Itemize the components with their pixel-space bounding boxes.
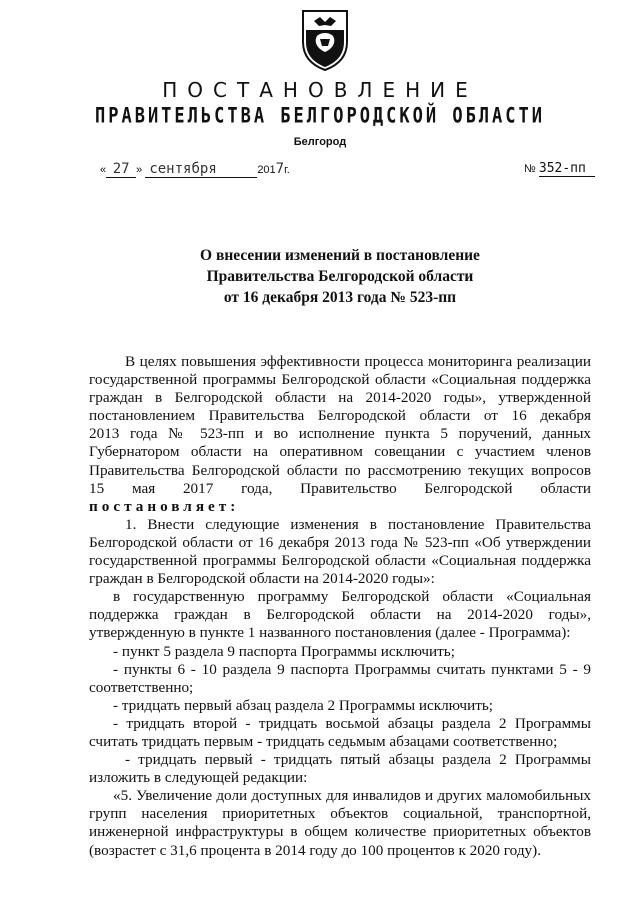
issuing-authority: ПРАВИТЕЛЬСТВА БЕЛГОРОДСКОЙ ОБЛАСТИ: [95, 103, 545, 129]
body-line: в государственную программу Белгородской области «Социальная: [113, 588, 591, 606]
document-body: [89, 353, 591, 860]
document-type-heading: ПОСТАНОВЛЕНИЕ: [162, 78, 478, 102]
quoted-line: (возрастет с 31,6 процента в 2014 году до 100 процентов к 2020 году).: [89, 841, 541, 859]
quoted-line: групп населения приоритетных объектов социальной, транспортной,: [89, 805, 591, 823]
list-item: - тридцать первый - тридцать пятый абзацы раздела 2 Программы: [125, 751, 591, 769]
body-line: 1. Внести следующие изменения в постановление Правительства: [125, 515, 591, 533]
title-line: О внесении изменений в постановление: [200, 247, 480, 264]
body-line: Правительства Белгородской области по рассмотрению текущих вопросов: [89, 461, 591, 479]
body-line: Губернатором области на оперативном совещании с участием членов: [89, 443, 591, 461]
document-number: [524, 161, 595, 177]
date-close-quote: »: [136, 164, 143, 176]
number-label: №: [524, 163, 536, 175]
body-line: считать тридцать первым - тридцать седьмым абзацами соответственно;: [89, 732, 558, 750]
date-year-digit: 7: [275, 161, 285, 177]
body-line: государственной программы Белгородской области «Социальная поддержка: [89, 371, 591, 389]
quoted-line: «5. Увеличение доли доступных для инвалидов и других маломобильных: [113, 787, 591, 805]
date-day: 27: [112, 161, 130, 177]
number-value: 352-пп: [538, 161, 586, 176]
list-item: - тридцать второй - тридцать восьмой абзацы раздела 2 Программы: [113, 714, 591, 732]
body-line: изложить в следующей редакции:: [89, 769, 308, 787]
body-line: постановлением Правительства Белгородской области от 16 декабря: [89, 407, 591, 425]
list-item: - тридцать первый абзац раздела 2 Программы исключить;: [113, 696, 493, 714]
body-line: поддержка граждан в Белгородской области на 2014-2020 годы»,: [89, 606, 591, 624]
date-year-suffix: г.: [284, 164, 290, 176]
body-line: 2013 года № 523-пп и во исполнение пункта 5 поручений, данных: [89, 425, 591, 443]
body-line: соответственно;: [89, 678, 194, 696]
date-year-prefix: 201: [257, 164, 276, 176]
title-line: от 16 декабря 2013 года № 523-пп: [223, 289, 457, 306]
document-title: [150, 245, 530, 308]
body-line: граждан в Белгородской области на 2014-2020 годы»:: [89, 570, 435, 588]
list-item: - пункт 5 раздела 9 паспорта Программы исключить;: [113, 642, 455, 660]
quoted-line: инженерной инфраструктуры в общем количестве приоритетных объектов: [89, 823, 591, 841]
date-month: сентября: [149, 161, 217, 177]
date-open-quote: «: [100, 164, 107, 176]
body-line: утвержденную в пункте 1 названного постановления (далее - Программа):: [89, 624, 571, 642]
body-line: граждан в Белгородской области на 2014-2020 годы», утвержденной: [89, 389, 591, 407]
coat-of-arms-icon: [300, 8, 350, 72]
body-line: В целях повышения эффективности процесса мониторинга реализации: [125, 353, 591, 370]
body-line: государственной программы Белгородской области «Социальная поддержка: [89, 552, 591, 570]
decree-word: постановляет:: [89, 497, 240, 515]
body-line: 15 мая 2017 года, Правительство Белгородской области: [89, 479, 591, 497]
city-name: Белгород: [293, 136, 347, 148]
document-date: [100, 161, 290, 178]
list-item: - пункты 6 - 10 раздела 9 паспорта Программы считать пунктами 5 - 9: [113, 660, 591, 678]
title-line: Правительства Белгородской области: [206, 268, 474, 285]
body-line: Белгородской области от 16 декабря 2013 года № 523-пп «Об утверждении: [89, 533, 591, 551]
